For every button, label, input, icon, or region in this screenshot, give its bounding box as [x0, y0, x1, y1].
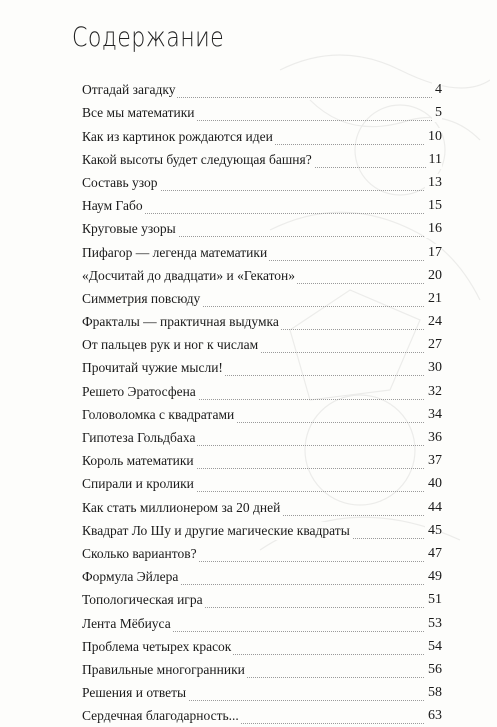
toc-entry-title: Правильные многогранники: [82, 661, 245, 677]
toc-entry-title: От пальцев рук и ног к числам: [82, 337, 259, 353]
toc-entry-page-number: 4: [432, 81, 442, 99]
toc-entry-title: Составь узор: [82, 174, 158, 190]
toc-entry-page-number: 56: [425, 661, 442, 679]
toc-entry-page-number: 27: [425, 336, 442, 354]
toc-entry-page-number: 16: [425, 220, 442, 238]
toc-entry-title: Решения и ответы: [82, 685, 187, 701]
toc-entry-page-number: 45: [425, 522, 442, 540]
toc-entry-title: Пифагор — легенда математики: [82, 244, 268, 260]
toc-entry: [82, 403, 442, 426]
toc-entry-page-number: 24: [425, 313, 442, 331]
toc-entry-page-number: 21: [425, 290, 442, 308]
toc-entry-title: Лента Мёбиуса: [82, 615, 171, 631]
toc-entry-page-number: 53: [425, 615, 442, 633]
toc-entry-title: Решето Эратосфена: [82, 383, 196, 399]
toc-entry-page-number: 5: [432, 104, 442, 122]
toc-entry-title: Спирали и кролики: [82, 476, 194, 492]
toc-entry-title: Наум Габо: [82, 198, 143, 214]
toc-entry: [82, 78, 442, 101]
toc-entry-title: Как из картинок рождаются идеи: [82, 128, 273, 144]
toc-entry: [82, 449, 442, 472]
toc-entry-title: Король математики: [82, 453, 194, 469]
toc-entry-title: Симметрия повсюду: [82, 290, 201, 306]
toc-entry-page-number: 11: [426, 151, 442, 169]
toc-entry: [82, 124, 442, 147]
toc-entry: [82, 333, 442, 356]
toc-entry-title: Какой высоты будет следующая башня?: [82, 151, 312, 167]
toc-entry-page-number: 54: [425, 638, 442, 656]
toc-entry-title: Квадрат Ло Шу и другие магические квадраты: [82, 522, 350, 538]
toc-entry: [82, 519, 442, 542]
toc-entry-title: Гипотеза Гольдбаха: [82, 430, 196, 445]
toc-entry: [82, 635, 442, 658]
page-title: Содержание: [72, 22, 225, 53]
toc-entry: [82, 681, 442, 704]
toc-entry-page-number: 13: [425, 174, 442, 192]
toc-entry-title: Головоломка с квадратами: [82, 406, 235, 422]
toc-entry: [82, 310, 442, 333]
toc-entry-page-number: 34: [425, 406, 442, 424]
toc-entry: [82, 356, 442, 379]
toc-entry: [82, 658, 442, 681]
toc-entry: [82, 240, 442, 263]
toc-entry: [82, 588, 442, 611]
toc-entry: [82, 264, 442, 287]
toc-entry-page-number: 32: [425, 383, 442, 401]
toc-entry: [82, 379, 442, 402]
toc-entry: [82, 495, 442, 518]
toc-entry-page-number: 20: [425, 267, 442, 285]
toc-entry-title: Проблема четырех красок: [82, 638, 232, 654]
toc-entry: [82, 611, 442, 634]
toc-entry: [82, 194, 442, 217]
toc-entry: [82, 542, 442, 565]
toc-entry-title: Как стать миллионером за 20 дней: [82, 499, 281, 515]
toc-entry-title: Топологическая игра: [82, 592, 203, 608]
toc-entry-page-number: 10: [425, 128, 442, 146]
toc-entry-title: Прочитай чужие мысли!: [82, 360, 223, 376]
toc-entry-title: Сердечная благодарность...: [82, 708, 239, 724]
toc-entry: [82, 171, 442, 194]
toc-entry-page-number: 40: [425, 475, 442, 493]
toc-entry: [82, 704, 442, 727]
toc-entry-page-number: 49: [425, 568, 442, 586]
toc-entry: [82, 148, 442, 171]
toc-entry: [82, 287, 442, 310]
toc-entry-title: Отгадай загадку: [82, 82, 176, 98]
table-of-contents: [82, 78, 442, 727]
toc-entry-page-number: 17: [425, 244, 442, 262]
toc-entry: [82, 217, 442, 240]
toc-entry-title: Круговые узоры: [82, 221, 176, 237]
toc-entry-title: «Досчитай до двадцати» и «Гекатон»: [82, 267, 296, 283]
toc-entry-page-number: 63: [425, 707, 442, 725]
toc-entry: [82, 101, 442, 124]
toc-entry-page-number: 47: [425, 545, 442, 563]
toc-entry-title: Формула Эйлера: [82, 569, 179, 585]
toc-entry-title: Фракталы — практичная выдумка: [82, 314, 279, 330]
toc-entry-title: Все мы математики: [82, 105, 195, 121]
toc-entry-page-number: 58: [425, 684, 442, 702]
toc-entry-page-number: 44: [425, 499, 442, 517]
toc-entry: [82, 472, 442, 495]
toc-entry-title: Сколько вариантов?: [82, 545, 197, 561]
toc-entry-page-number: 30: [425, 359, 442, 377]
toc-entry: [82, 565, 442, 588]
toc-entry-page-number: 37: [425, 452, 442, 470]
toc-entry-page-number: 51: [425, 591, 442, 609]
toc-entry-page-number: 15: [425, 197, 442, 215]
toc-entry: [82, 426, 442, 449]
toc-entry-page-number: 36: [425, 429, 442, 447]
